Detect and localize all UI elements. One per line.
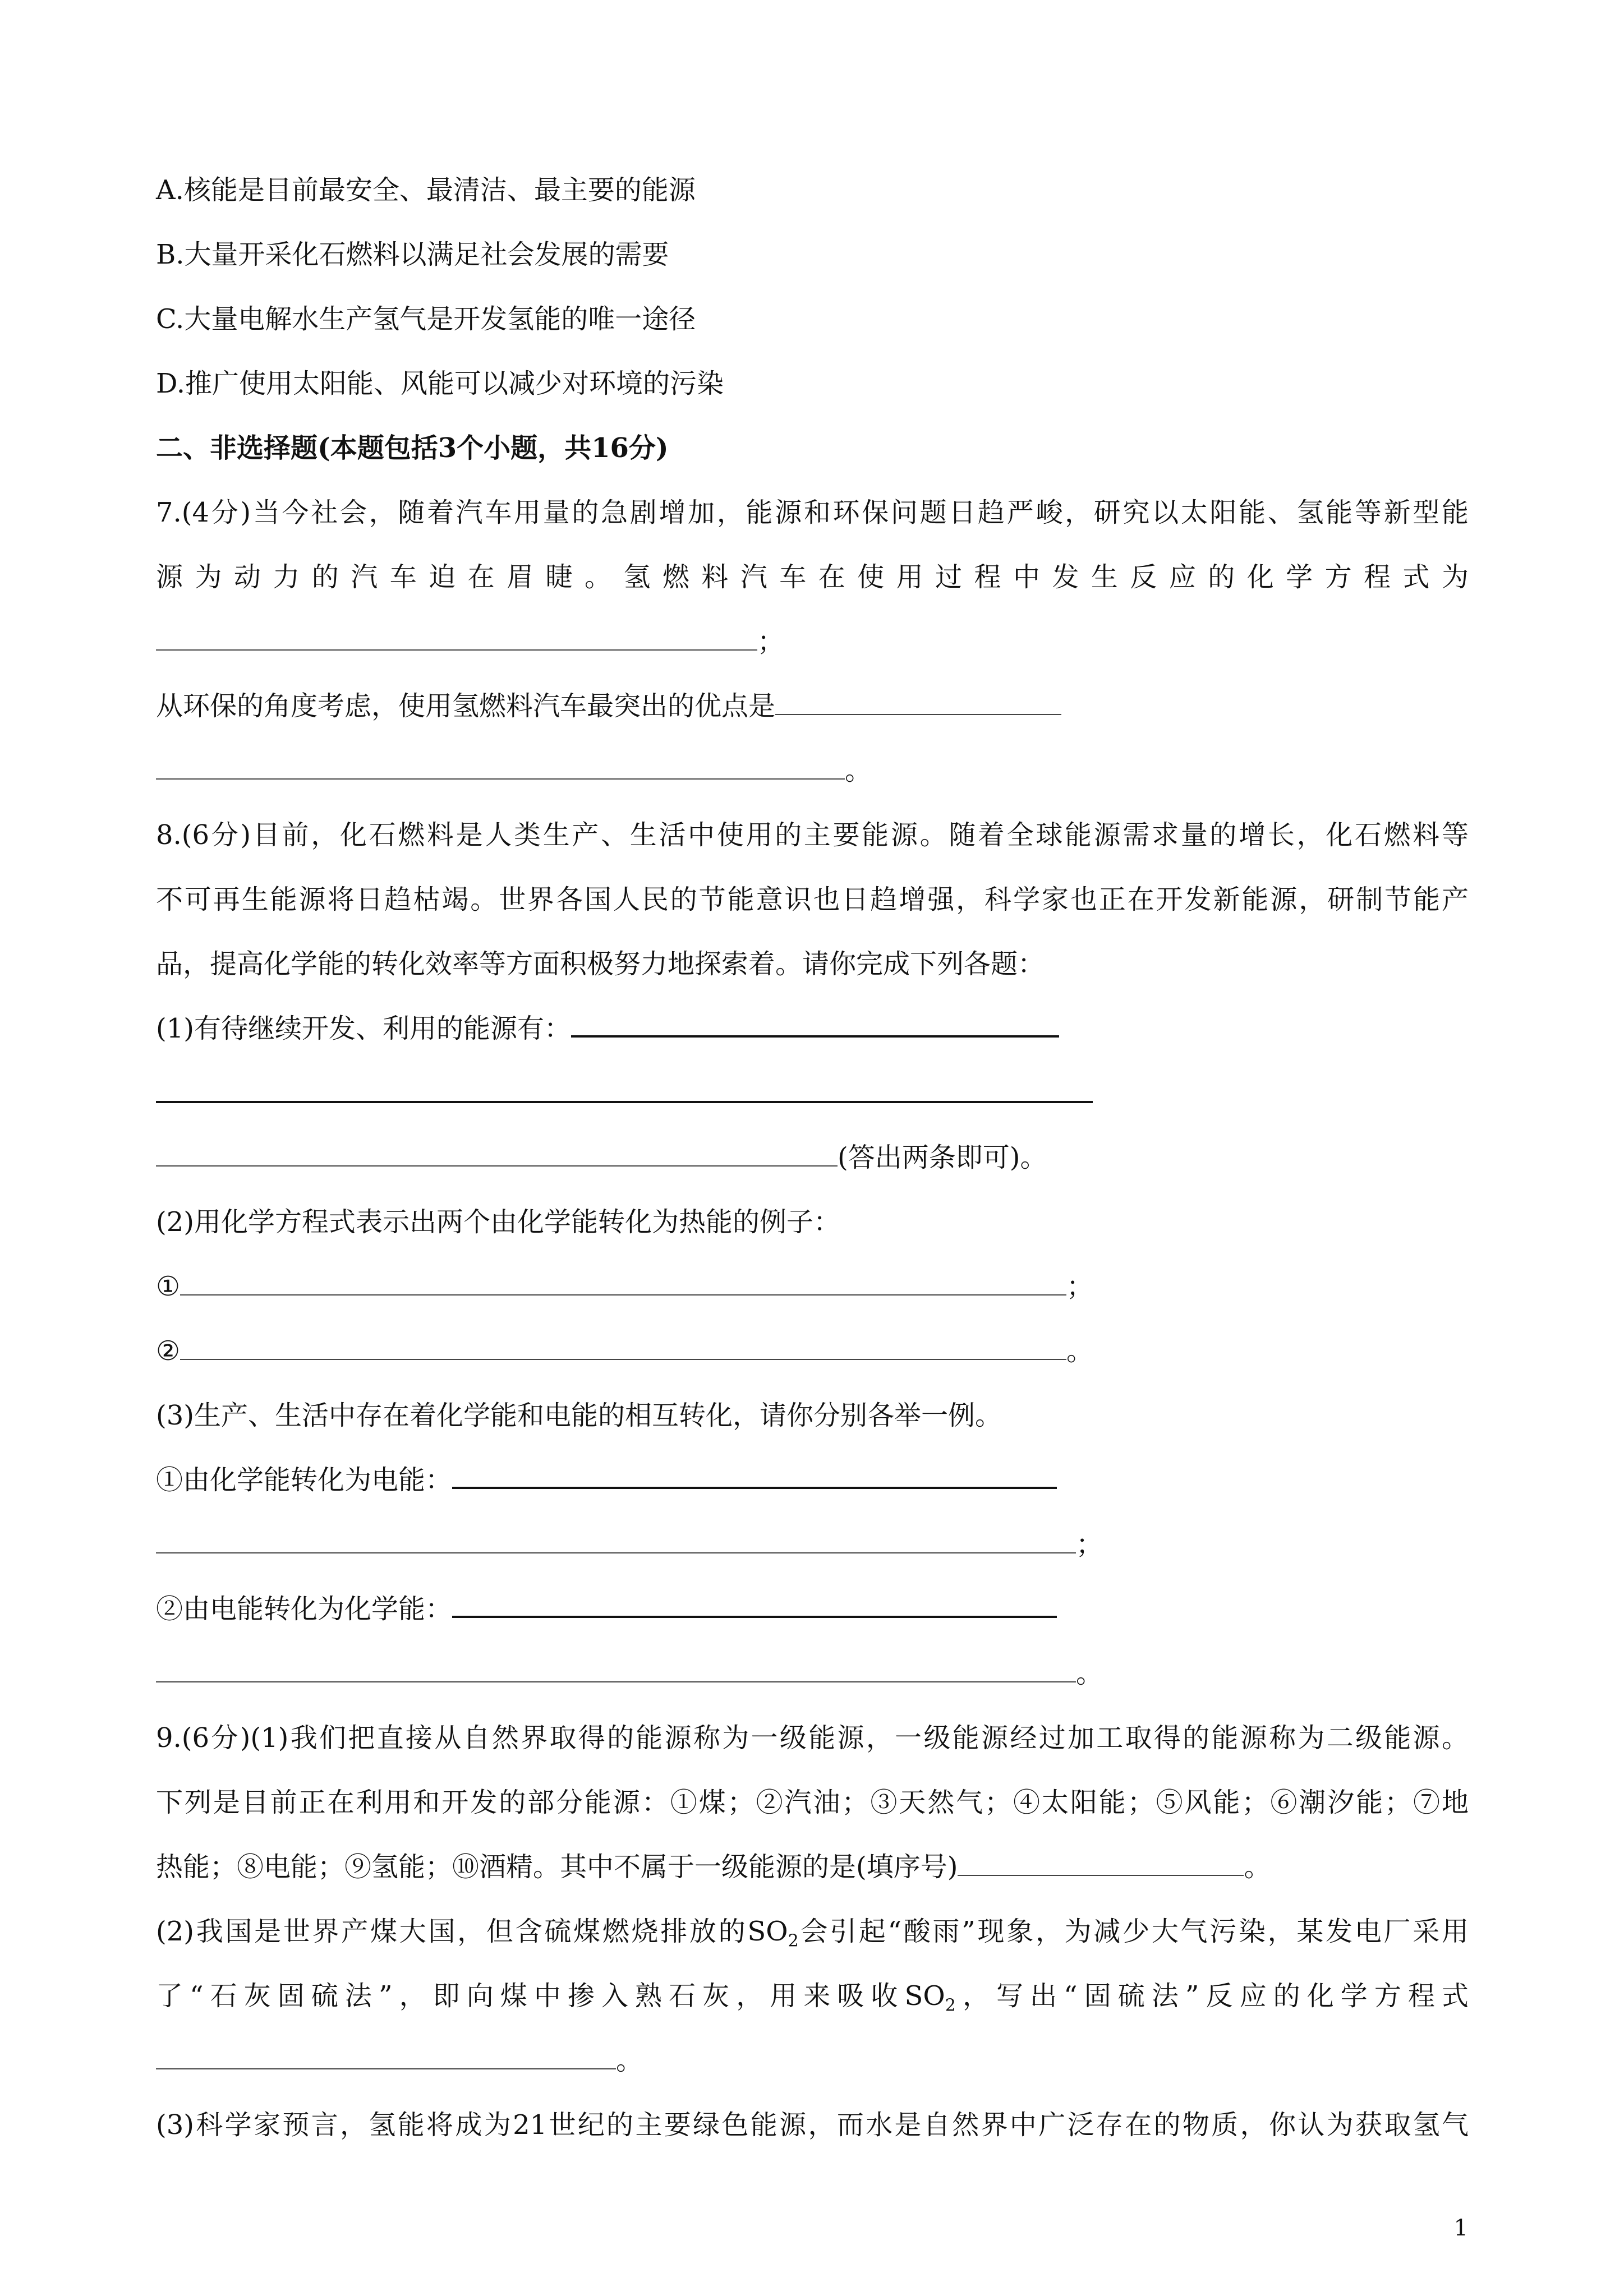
answer-blank[interactable] (958, 1874, 1244, 1876)
punctuation: ； (1076, 1529, 1103, 1560)
punctuation: 。 (1244, 1851, 1271, 1883)
option-b: B.大量开采化石燃料以满足社会发展的需要 (156, 239, 669, 270)
electric-to-chem-label: ②由电能转化为化学能： (156, 1593, 453, 1625)
answer-blank[interactable] (775, 713, 1061, 715)
q9-part1-prompt: 热能；⑧电能；⑨氢能；⑩酒精。其中不属于一级能源的是(填序号) (156, 1851, 958, 1883)
q9-part2-answer (156, 2039, 643, 2077)
punctuation: 。 (1076, 1658, 1103, 1689)
answer-blank[interactable] (156, 1552, 1076, 1553)
answer-blank[interactable] (571, 1035, 1059, 1038)
answer-blank[interactable] (452, 1615, 1057, 1618)
page-number: 1 (1453, 2215, 1468, 2241)
q7-answer-line2 (156, 749, 872, 787)
section-heading: 二、非选择题(本题包括3个小题，共16分) (156, 432, 669, 464)
answer-blank[interactable] (156, 2068, 616, 2069)
q7-answer-line1 (156, 620, 784, 658)
q9-part2-text-a: (2)我国是世界产煤大国，但含硫煤燃烧排放的SO (156, 1916, 788, 1947)
q7-line4 (156, 684, 1061, 723)
answer-blank[interactable] (156, 649, 757, 651)
answer-blank[interactable] (452, 1486, 1057, 1489)
q9-part2-line2 (156, 1974, 1469, 2016)
q9-line2: 下列是目前正在利用和开发的部分能源：①煤；②汽油；③天然气；④太阳能；⑤风能；⑥潮汐能；⑦地 (156, 1787, 1469, 1818)
answer-blank[interactable] (156, 1681, 1076, 1682)
q7-line2: 源为动力的汽车迫在眉睫。氢燃料汽车在使用过程中发生反应的化学方程式为 (156, 561, 1469, 593)
q8-part2-label: (2)用化学方程式表示出两个由化学能转化为热能的例子： (156, 1206, 840, 1238)
q8-part3-item1 (156, 1458, 1057, 1497)
q8-part3-item2-cont (156, 1652, 1103, 1690)
q8-part1-end: (答出两条即可)。 (838, 1142, 1047, 1173)
subscript: 2 (788, 1931, 799, 1951)
q9-line1: 9.(6分)(1)我们把直接从自然界取得的能源称为一级能源，一级能源经过加工取得的能源称为二级能源。 (156, 1722, 1469, 1754)
q8-part2-item1 (156, 1265, 1093, 1303)
answer-blank[interactable] (156, 778, 845, 780)
option-d: D.推广使用太阳能、风能可以减少对环境的污染 (156, 368, 724, 399)
option-a: A.核能是目前最安全、最清洁、最主要的能源 (156, 174, 696, 206)
q8-part1-end-line (156, 1136, 1047, 1174)
subscript: 2 (945, 1995, 956, 2016)
q8-part3-label: (3)生产、生活中存在着化学能和电能的相互转化，请你分别各举一例。 (156, 1400, 1002, 1431)
q9-part2-line1 (156, 1910, 1469, 1951)
q9-part2-text-d: ，写出“固硫法”反应的化学方程式 (955, 1980, 1469, 2012)
q8-part1-label: (1)有待继续开发、利用的能源有： (156, 1013, 571, 1044)
chem-to-electric-label: ①由化学能转化为电能： (156, 1464, 453, 1496)
circled-two: ② (156, 1335, 181, 1367)
answer-rule[interactable] (156, 1100, 1093, 1103)
punctuation: 。 (845, 755, 872, 786)
option-c: C.大量电解水生产氢气是开发氢能的唯一途径 (156, 303, 696, 335)
punctuation: ； (757, 626, 785, 657)
q9-line3 (156, 1845, 1271, 1884)
q8-part2-item2 (156, 1329, 1093, 1368)
q7-line1: 7.(4分)当今社会，随着汽车用量的急剧增加，能源和环保问题日趋严峻，研究以太阳能、氢能等新型能 (156, 497, 1469, 528)
q7-advantage-prompt: 从环保的角度考虑，使用氢燃料汽车最突出的优点是 (156, 690, 776, 722)
q9-part2-text-c: 了“石灰固硫法”，即向煤中掺入熟石灰，用来吸收SO (156, 1980, 945, 2012)
punctuation: 。 (1066, 1335, 1094, 1367)
q9-part3-line1: (3)科学家预言，氢能将成为21世纪的主要绿色能源，而水是自然界中广泛存在的物质，你认为获取氢气 (156, 2109, 1469, 2141)
answer-blank[interactable] (156, 1165, 838, 1167)
punctuation: ； (1066, 1271, 1094, 1302)
q8-line3: 品，提高化学能的转化效率等方面积极努力地探索着。请你完成下列各题： (156, 948, 1045, 980)
answer-blank[interactable] (180, 1358, 1066, 1360)
answer-blank[interactable] (180, 1294, 1066, 1295)
circled-one: ① (156, 1271, 181, 1302)
q8-line2: 不可再生能源将日趋枯竭。世界各国人民的节能意识也日趋增强，科学家也正在开发新能源，研制节能产 (156, 884, 1469, 915)
punctuation: 。 (616, 2045, 643, 2076)
q8-part3-item2 (156, 1587, 1057, 1626)
q8-line1: 8.(6分)目前，化石燃料是人类生产、生活中使用的主要能源。随着全球能源需求量的增长，化石燃料等 (156, 819, 1469, 851)
q8-part3-item1-cont (156, 1523, 1103, 1561)
q8-part1 (156, 1007, 1059, 1045)
q9-part2-text-b: 会引起“酸雨”现象，为减少大气污染，某发电厂采用 (798, 1916, 1469, 1947)
